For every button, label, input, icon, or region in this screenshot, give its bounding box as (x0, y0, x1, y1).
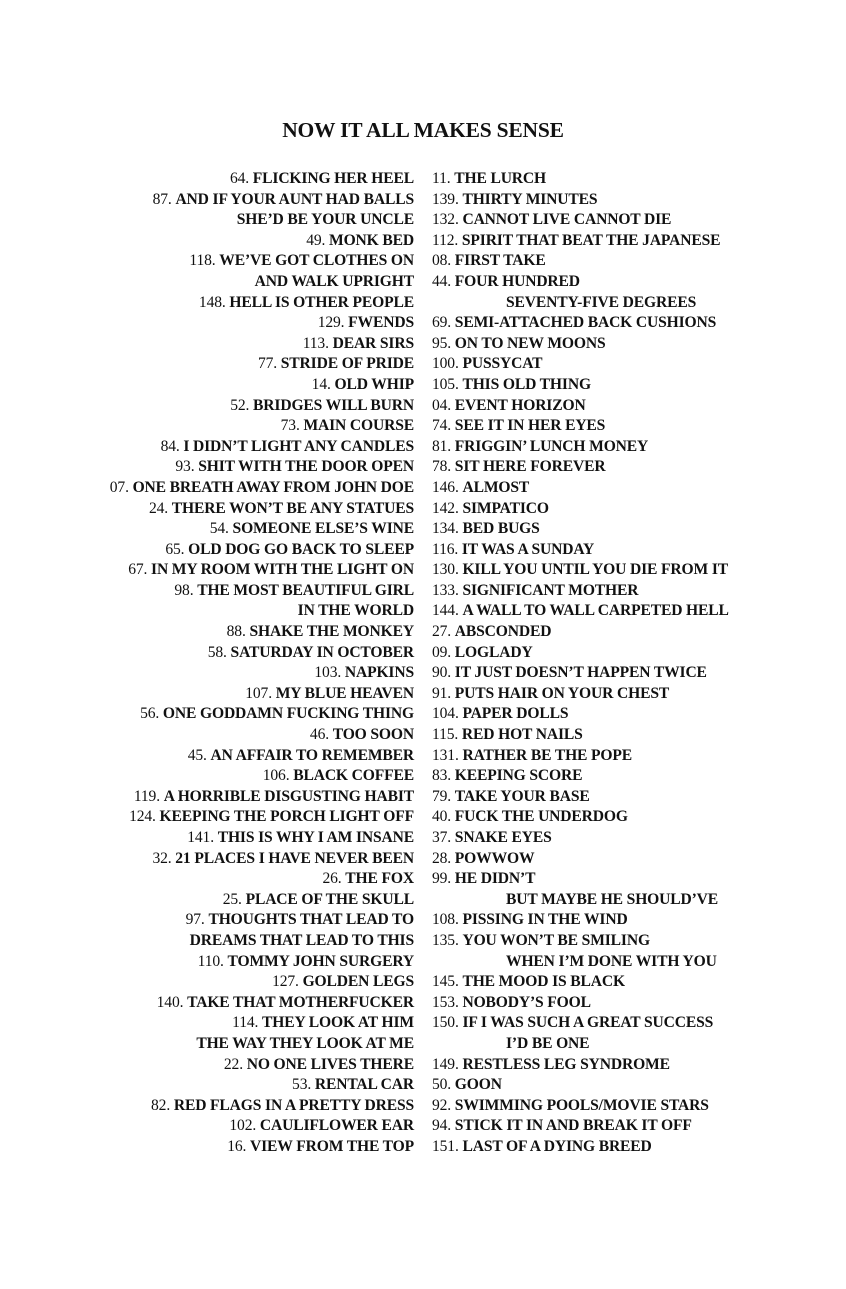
item-title: THE MOOD IS BLACK (462, 973, 625, 991)
list-item (432, 396, 729, 417)
list-item (110, 643, 414, 664)
item-number: 90. (432, 664, 452, 682)
item-title: CANNOT LIVE CANNOT DIE (462, 211, 672, 229)
list-item (110, 313, 414, 334)
item-title: KEEPING THE PORCH LIGHT OFF (159, 808, 414, 826)
item-title: THE LURCH (454, 170, 547, 187)
list-item (432, 684, 729, 705)
item-title: SHIT WITH THE DOOR OPEN (198, 458, 414, 476)
list-item (110, 581, 414, 602)
list-item (110, 354, 414, 375)
item-title-continuation: DREAMS THAT LEAD TO THIS (189, 931, 414, 949)
item-number: 84. (160, 437, 180, 455)
item-number: 113. (302, 334, 329, 352)
list-item (432, 663, 729, 684)
item-title: PUSSYCAT (462, 355, 543, 373)
list-item (432, 972, 729, 993)
item-number: 106. (262, 767, 290, 785)
list-item (110, 334, 414, 355)
item-title: SPIRIT THAT BEAT THE JAPANESE (461, 231, 721, 249)
item-title: FOUR HUNDRED (454, 272, 580, 290)
item-title-continuation: SHE’D BE YOUR UNCLE (236, 211, 414, 229)
item-number: 11. (432, 170, 451, 187)
item-number: 65. (165, 540, 185, 558)
item-number: 87. (152, 190, 172, 208)
item-number: 27. (432, 623, 452, 641)
item-title: SEMI-ATTACHED BACK CUSHIONS (454, 314, 717, 332)
list-item (110, 993, 414, 1014)
item-title-continuation: WHEN I’M DONE WITH YOU (506, 952, 717, 970)
item-number: 07. (109, 478, 129, 496)
item-title: RATHER BE THE POPE (462, 746, 633, 764)
item-number: 149. (432, 1055, 459, 1073)
item-title: HELL IS OTHER PEOPLE (229, 293, 414, 311)
item-title: THE FOX (345, 870, 414, 888)
list-item (432, 704, 729, 725)
item-title: PUTS HAIR ON YOUR CHEST (454, 684, 670, 702)
item-number: 79. (432, 787, 452, 805)
item-title: OLD DOG GO BACK TO SLEEP (188, 540, 414, 558)
item-number: 140. (156, 993, 184, 1011)
item-number: 108. (432, 911, 459, 929)
list-item (432, 272, 729, 293)
list-item (110, 190, 414, 211)
item-number: 28. (432, 849, 452, 867)
item-number: 81. (432, 437, 452, 455)
list-item (432, 952, 729, 973)
item-title: NO ONE LIVES THERE (246, 1055, 414, 1073)
list-item (110, 293, 414, 314)
item-title: THIS OLD THING (462, 375, 591, 393)
item-title: SIT HERE FOREVER (454, 458, 606, 476)
item-title: STICK IT IN AND BREAK IT OFF (454, 1117, 692, 1135)
list-item (432, 540, 729, 561)
item-number: 151. (432, 1137, 459, 1155)
item-number: 58. (207, 643, 227, 661)
list-item (110, 1137, 414, 1158)
list-item (110, 704, 414, 725)
item-number: 100. (432, 355, 459, 373)
item-title: THEY LOOK AT HIM (262, 1014, 414, 1032)
item-title: ONE GODDAMN FUCKING THING (162, 705, 414, 723)
list-item (432, 313, 729, 334)
item-number: 116. (432, 540, 459, 558)
item-number: 129. (317, 314, 345, 332)
item-title: PLACE OF THE SKULL (245, 890, 414, 908)
list-item (110, 560, 414, 581)
list-item (110, 1096, 414, 1117)
list-item (110, 663, 414, 684)
list-item (432, 519, 729, 540)
list-item (110, 396, 414, 417)
item-title-continuation: I’D BE ONE (506, 1034, 590, 1052)
item-number: 46. (309, 726, 329, 744)
item-number: 118. (189, 252, 216, 270)
item-number: 153. (432, 993, 459, 1011)
list-item (110, 1013, 414, 1034)
list-item (432, 190, 729, 211)
list-item (110, 1075, 414, 1096)
list-item (110, 437, 414, 458)
list-item (432, 890, 729, 911)
item-number: 67. (128, 561, 148, 579)
item-number: 99. (432, 870, 452, 888)
item-title: THOUGHTS THAT LEAD TO (208, 911, 414, 929)
list-item (432, 169, 729, 190)
list-item (110, 766, 414, 787)
item-number: 56. (140, 705, 160, 723)
list-item (110, 457, 414, 478)
item-number: 24. (149, 499, 169, 517)
list-item (110, 1116, 414, 1137)
item-number: 104. (432, 705, 459, 723)
list-item (110, 931, 414, 952)
item-title-continuation: IN THE WORLD (297, 602, 414, 620)
item-number: 97. (185, 911, 205, 929)
list-item (432, 849, 729, 870)
item-number: 78. (432, 458, 452, 476)
item-title: KEEPING SCORE (454, 767, 583, 785)
item-number: 124. (129, 808, 156, 826)
list-item (110, 540, 414, 561)
item-title: RED HOT NAILS (461, 726, 583, 744)
list-item (432, 375, 729, 396)
item-number: 52. (230, 396, 250, 414)
item-title: SIGNIFICANT MOTHER (462, 581, 639, 599)
item-title: THERE WON’T BE ANY STATUES (171, 499, 414, 517)
item-title: PAPER DOLLS (462, 705, 569, 723)
item-title: ONE BREATH AWAY FROM JOHN DOE (132, 478, 414, 496)
item-number: 139. (432, 190, 459, 208)
item-number: 50. (432, 1076, 452, 1094)
item-title: FIRST TAKE (454, 252, 546, 270)
list-item (432, 231, 729, 252)
item-number: 64. (229, 170, 250, 187)
item-title: SATURDAY IN OCTOBER (230, 643, 414, 661)
item-title: CAULIFLOWER EAR (259, 1117, 414, 1135)
list-item (432, 334, 729, 355)
page-title: NOW IT ALL MAKES SENSE (282, 118, 564, 142)
item-title: TOO SOON (332, 726, 414, 744)
item-number: 98. (174, 581, 194, 599)
item-title: YOU WON’T BE SMILING (462, 931, 650, 949)
item-title: KILL YOU UNTIL YOU DIE FROM IT (462, 561, 728, 579)
item-title: NAPKINS (344, 664, 414, 682)
list-item (432, 1013, 729, 1034)
item-number: 102. (229, 1117, 257, 1135)
list-item (110, 972, 414, 993)
list-item (432, 622, 729, 643)
item-title: FWENDS (348, 314, 414, 332)
list-item (110, 828, 414, 849)
item-number: 25. (222, 890, 242, 908)
item-title: RESTLESS LEG SYNDROME (462, 1055, 670, 1073)
list-item (432, 910, 729, 931)
item-number: 148. (198, 293, 226, 311)
item-number: 95. (432, 334, 452, 352)
item-number: 119. (133, 787, 160, 805)
list-item (110, 499, 414, 520)
item-title: SEE IT IN HER EYES (454, 417, 606, 435)
item-title: RED FLAGS IN A PRETTY DRESS (173, 1096, 414, 1114)
list-item (110, 601, 414, 622)
item-number: 14. (311, 375, 331, 393)
item-title: BRIDGES WILL BURN (253, 396, 414, 414)
list-item (432, 931, 729, 952)
item-title: 21 PLACES I HAVE NEVER BEEN (175, 849, 414, 867)
list-item (110, 849, 414, 870)
item-number: 92. (432, 1096, 452, 1114)
item-number: 144. (432, 602, 459, 620)
item-title: POWWOW (454, 849, 535, 867)
list-item (432, 643, 729, 664)
item-title: MY BLUE HEAVEN (275, 684, 414, 702)
list-item (110, 519, 414, 540)
list-item (432, 293, 729, 314)
item-title: GOON (454, 1076, 502, 1094)
list-item (110, 272, 414, 293)
item-title: ALMOST (462, 478, 530, 496)
item-number: 112. (432, 231, 459, 249)
list-item (110, 890, 414, 911)
list-item (110, 231, 414, 252)
item-title: PISSING IN THE WIND (462, 911, 628, 929)
item-title: BED BUGS (462, 520, 540, 538)
item-number: 82. (151, 1096, 171, 1114)
item-number: 83. (432, 767, 452, 785)
item-title: SWIMMING POOLS/MOVIE STARS (454, 1096, 709, 1114)
item-title: IF I WAS SUCH A GREAT SUCCESS (462, 1014, 714, 1032)
item-number: 130. (432, 561, 459, 579)
item-number: 94. (432, 1117, 452, 1135)
list-item (432, 1034, 729, 1055)
item-title: AN AFFAIR TO REMEMBER (210, 746, 414, 764)
list-item (110, 251, 414, 272)
list-item (110, 807, 414, 828)
item-number: 44. (432, 272, 452, 290)
item-number: 107. (245, 684, 272, 702)
item-number: 114. (232, 1014, 259, 1032)
list-item (110, 725, 414, 746)
item-number: 45. (187, 746, 207, 764)
list-item (110, 869, 414, 890)
list-item (432, 993, 729, 1014)
item-number: 131. (432, 746, 459, 764)
item-title: THIRTY MINUTES (462, 190, 598, 208)
item-number: 53. (292, 1076, 312, 1094)
item-number: 93. (175, 458, 195, 476)
item-title: FRIGGIN’ LUNCH MONEY (454, 437, 649, 455)
list-item (110, 169, 414, 190)
item-number: 127. (272, 973, 299, 991)
list-item (432, 1096, 729, 1117)
item-title: A WALL TO WALL CARPETED HELL (462, 602, 729, 620)
item-number: 141. (187, 829, 214, 846)
list-item (432, 457, 729, 478)
list-item (432, 354, 729, 375)
item-title: TAKE YOUR BASE (454, 787, 590, 805)
item-title: NOBODY’S FOOL (462, 993, 591, 1011)
list-item (110, 416, 414, 437)
list-item (110, 787, 414, 808)
item-title: RENTAL CAR (314, 1076, 414, 1094)
item-title: A HORRIBLE DISGUSTING HABIT (163, 787, 414, 805)
item-number: 115. (432, 726, 459, 744)
list-item (432, 787, 729, 808)
item-title: SIMPATICO (462, 499, 549, 517)
list-item (432, 807, 729, 828)
list-item (432, 210, 729, 231)
list-item (110, 952, 414, 973)
list-item (110, 622, 414, 643)
list-item (432, 601, 729, 622)
item-number: 88. (226, 623, 246, 641)
item-title: SNAKE EYES (454, 829, 552, 846)
item-number: 77. (257, 355, 278, 373)
item-title-continuation: SEVENTY-FIVE DEGREES (506, 293, 697, 311)
item-title: MONK BED (329, 231, 414, 249)
item-title: OLD WHIP (334, 375, 414, 393)
item-title: VIEW FROM THE TOP (250, 1137, 414, 1155)
list-item (432, 560, 729, 581)
list-item (432, 437, 729, 458)
item-title: THIS IS WHY I AM INSANE (217, 829, 414, 846)
item-title: TOMMY JOHN SURGERY (227, 952, 414, 970)
item-title: TAKE THAT MOTHERFUCKER (187, 993, 414, 1011)
item-title: WE’VE GOT CLOTHES ON (219, 252, 414, 270)
item-title: I DIDN’T LIGHT ANY CANDLES (183, 437, 414, 455)
list-item (432, 478, 729, 499)
item-number: 26. (322, 870, 342, 888)
list-item (110, 478, 414, 499)
item-number: 146. (432, 478, 459, 496)
list-item (432, 1055, 729, 1076)
list-item (432, 725, 729, 746)
list-item (432, 828, 729, 849)
item-title: LAST OF A DYING BREED (462, 1137, 652, 1155)
list-item (432, 1075, 729, 1096)
item-number: 134. (432, 520, 459, 538)
item-number: 73. (280, 417, 300, 435)
item-title: ABSCONDED (454, 623, 552, 641)
item-title: AND IF YOUR AUNT HAD BALLS (175, 190, 414, 208)
item-title: EVENT HORIZON (454, 396, 586, 414)
item-title-continuation: AND WALK UPRIGHT (254, 272, 414, 290)
list-item (110, 746, 414, 767)
item-number: 110. (197, 952, 224, 970)
list-item (432, 1137, 729, 1158)
list-item (432, 766, 729, 787)
item-number: 135. (432, 931, 459, 949)
list-item (432, 869, 729, 890)
item-number: 150. (432, 1014, 459, 1032)
list-item (432, 581, 729, 602)
list-item (110, 1034, 414, 1055)
item-number: 103. (314, 664, 342, 682)
item-number: 22. (223, 1055, 243, 1073)
list-item (432, 1116, 729, 1137)
list-item (432, 251, 729, 272)
item-title: LOGLADY (454, 643, 533, 661)
item-number: 49. (306, 231, 326, 249)
item-number: 16. (227, 1137, 247, 1155)
item-number: 32. (152, 849, 172, 867)
item-number: 132. (432, 211, 459, 229)
item-title: GOLDEN LEGS (302, 973, 414, 991)
item-title-continuation: THE WAY THEY LOOK AT ME (196, 1034, 414, 1052)
item-title-continuation: BUT MAYBE HE SHOULD’VE (506, 890, 719, 908)
item-title: SHAKE THE MONKEY (249, 623, 414, 641)
item-number: 145. (432, 973, 459, 991)
item-title: IT WAS A SUNDAY (461, 540, 595, 558)
item-number: 91. (432, 684, 452, 702)
list-item (110, 910, 414, 931)
item-number: 133. (432, 581, 459, 599)
item-title: IN MY ROOM WITH THE LIGHT ON (151, 561, 414, 579)
item-number: 74. (432, 417, 452, 435)
item-title: FUCK THE UNDERDOG (454, 808, 628, 826)
item-title: FLICKING HER HEEL (252, 170, 414, 187)
item-title: ON TO NEW MOONS (454, 334, 606, 352)
item-number: 105. (432, 375, 459, 393)
item-number: 40. (432, 808, 452, 826)
item-title: MAIN COURSE (303, 417, 414, 435)
list-item (110, 1055, 414, 1076)
item-title: STRIDE OF PRIDE (280, 355, 414, 373)
item-title: DEAR SIRS (332, 334, 414, 352)
item-title: BLACK COFFEE (293, 767, 414, 785)
list-item (110, 375, 414, 396)
item-number: 08. (432, 252, 452, 270)
item-title: HE DIDN’T (454, 870, 536, 888)
item-number: 54. (209, 520, 229, 538)
item-number: 69. (432, 314, 452, 332)
list-item (110, 210, 414, 231)
list-item (432, 499, 729, 520)
item-number: 142. (432, 499, 459, 517)
left-column (110, 169, 414, 1158)
list-item (432, 416, 729, 437)
list-item (110, 684, 414, 705)
item-title: IT JUST DOESN’T HAPPEN TWICE (454, 664, 707, 682)
item-title: THE MOST BEAUTIFUL GIRL (197, 581, 414, 599)
item-title: SOMEONE ELSE’S WINE (232, 520, 414, 538)
right-column (432, 169, 729, 1158)
item-number: 37. (432, 829, 452, 846)
list-item (432, 746, 729, 767)
item-number: 09. (432, 643, 452, 661)
item-number: 04. (432, 396, 452, 414)
